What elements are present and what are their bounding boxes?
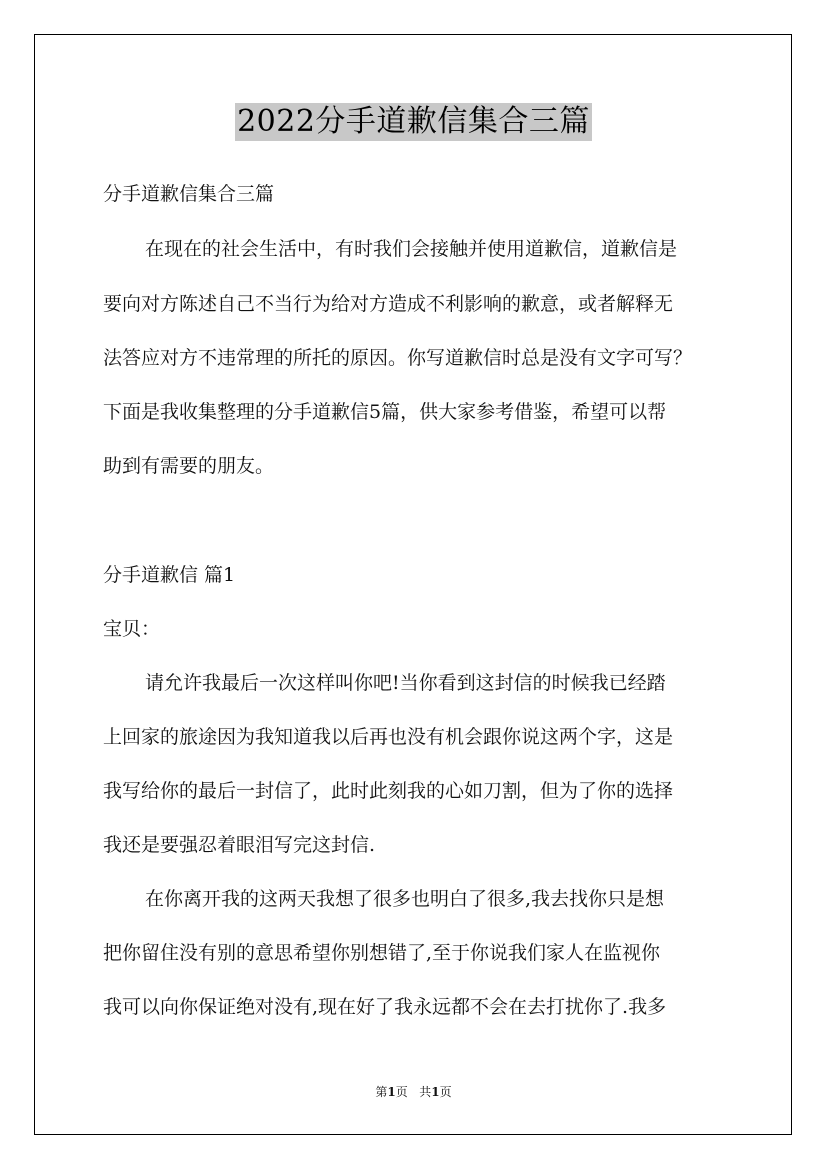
para2-line-1: 在你离开我的这两天我想了很多也明白了很多,我去找你只是想	[145, 888, 665, 910]
footer-page-total: 1	[431, 1085, 440, 1099]
page-footer	[0, 1084, 827, 1100]
para2-line-3: 我可以向你保证绝对没有,现在好了我永远都不会在去打扰你了.我多	[103, 996, 667, 1018]
intro-line-5: 助到有需要的朋友。	[103, 455, 275, 477]
salutation: 宝贝：	[103, 618, 161, 640]
para1-line-4: 我还是要强忍着眼泪写完这封信.	[103, 834, 376, 856]
intro-line-2: 要向对方陈述自己不当行为给对方造成不利影响的歉意，或者解释无	[103, 293, 674, 315]
intro-line-3: 法答应对方不违常理的所托的原因。你写道歉信时总是没有文字可写？	[103, 347, 693, 369]
para1-line-1: 请允许我最后一次这样叫你吧!当你看到这封信的时候我已经踏	[145, 672, 666, 694]
footer-page-current: 1	[387, 1085, 396, 1099]
intro-line-1: 在现在的社会生活中，有时我们会接触并使用道歉信，道歉信是	[145, 238, 678, 260]
footer-total-label: 页	[439, 1085, 452, 1099]
document-title: 2022分手道歉信集合三篇	[237, 104, 590, 139]
para1-line-2: 上回家的旅途因为我知道我以后再也没有机会跟你说这两个字，这是	[103, 726, 674, 748]
intro-line-4: 下面是我收集整理的分手道歉信5篇，供大家参考借鉴，希望可以帮	[103, 401, 667, 423]
section-heading: 分手道歉信 篇1	[103, 564, 236, 586]
footer-page-label: 页	[395, 1085, 408, 1099]
footer-page-prefix: 第	[375, 1085, 388, 1099]
para1-line-3: 我写给你的最后一封信了，此时此刻我的心如刀割，但为了你的选择	[103, 780, 674, 802]
subtitle: 分手道歉信集合三篇	[103, 183, 275, 205]
footer-total-prefix: 共	[419, 1085, 432, 1099]
title-container	[0, 103, 827, 141]
para2-line-2: 把你留住没有别的意思希望你别想错了,至于你说我们家人在监视你	[103, 942, 661, 964]
